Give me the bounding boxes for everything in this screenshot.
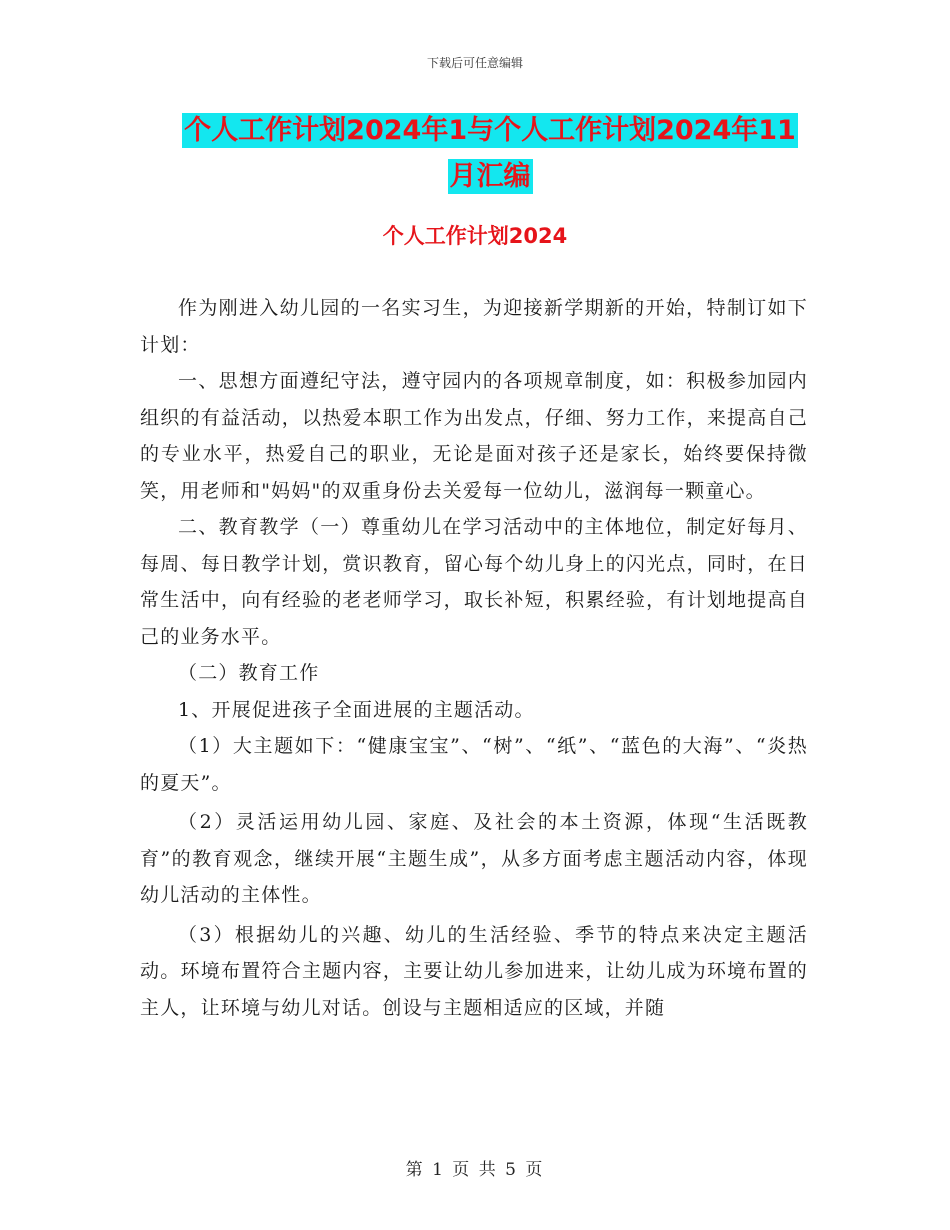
document-title-text: 个人工作计划2024年1与个人工作计划2024年11月汇编	[184, 115, 796, 192]
paragraph-intro: 作为刚进入幼儿园的一名实习生，为迎接新学期新的开始，特制订如下计划：	[140, 297, 808, 356]
paragraph-item-1-3: （3）根据幼儿的兴趣、幼儿的生活经验、季节的特点来决定主题活动。环境布置符合主题内容，主要让幼儿参加进来，让幼儿成为环境布置的主人，让环境与幼儿对话。创设与主题相适应的区域，并随	[140, 923, 808, 1019]
paragraph-item-1-1: （1）大主题如下：“健康宝宝”、“树”、“纸”、“蓝色的大海”、“炎热的夏天”。	[140, 735, 808, 794]
body-text	[140, 290, 808, 1026]
paragraph-thought: 一、思想方面遵纪守法，遵守园内的各项规章制度，如：积极参加园内组织的有益活动，以热爱本职工作为出发点，仔细、努力工作，来提高自己的专业水平，热爱自己的职业，无论是面对孩子还是家长，始终要保持微笑，用老师和"妈妈"的双重身份去关爱每一位幼儿，滋润每一颗童心。	[140, 370, 808, 502]
page-footer: 第 1 页 共 5 页	[405, 1160, 545, 1180]
paragraph-subheading: （二）教育工作	[178, 662, 320, 684]
section-title: 个人工作计划2024	[382, 224, 568, 248]
paragraph-teaching: 二、教育教学（一）尊重幼儿在学习活动中的主体地位，制定好每月、每周、每日教学计划，赏识教育，留心每个幼儿身上的闪光点，同时，在日常生活中，向有经验的老老师学习，取长补短，积累经验，有计划地提高自己的业务水平。	[140, 516, 808, 648]
paragraph-item-1-2: （2）灵活运用幼儿园、家庭、及社会的本土资源，体现“生活既教育”的教育观念，继续开展“主题生成”，从多方面考虑主题活动内容，体现幼儿活动的主体性。	[140, 811, 808, 906]
header-note: 下载后可任意编辑	[426, 56, 523, 70]
paragraph-item-1: 1、开展促进孩子全面进展的主题活动。	[178, 698, 535, 721]
document-title	[180, 108, 800, 200]
